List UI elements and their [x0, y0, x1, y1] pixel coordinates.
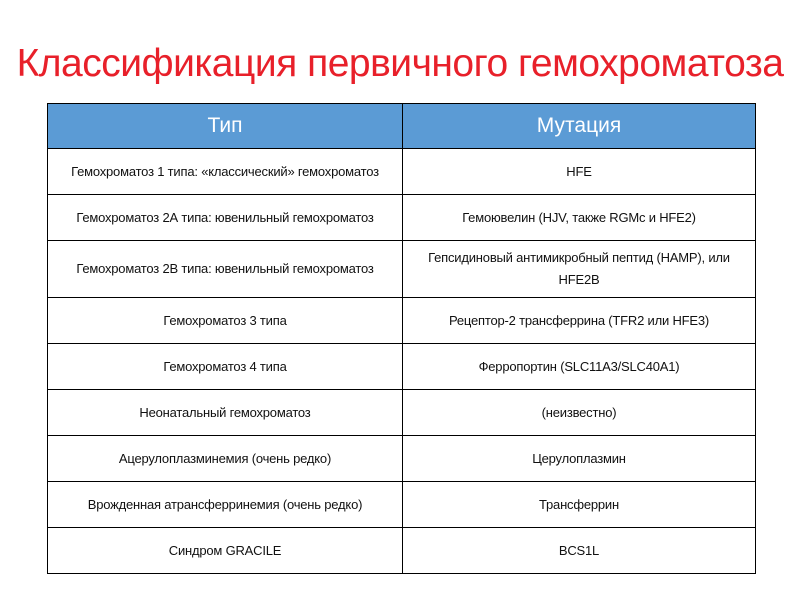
table-header-row — [48, 104, 756, 149]
table-row — [48, 482, 756, 528]
header-type: Тип — [48, 104, 403, 149]
table-row — [48, 390, 756, 436]
table-row — [48, 298, 756, 344]
type-cell: Ацерулоплазминемия (очень редко) — [48, 436, 403, 482]
mutation-cell: Церулоплазмин — [403, 436, 756, 482]
mutation-cell: HFE — [403, 149, 756, 195]
type-cell: Врожденная атрансферринемия (очень редко) — [48, 482, 403, 528]
header-mutation: Мутация — [403, 104, 756, 149]
type-cell: Гемохроматоз 1 типа: «классический» гемохроматоз — [48, 149, 403, 195]
table-row — [48, 344, 756, 390]
classification-table-container — [47, 103, 755, 574]
type-cell: Гемохроматоз 2А типа: ювенильный гемохроматоз — [48, 195, 403, 241]
table-row — [48, 149, 756, 195]
table-row — [48, 436, 756, 482]
mutation-cell: BCS1L — [403, 528, 756, 574]
table-row — [48, 241, 756, 298]
type-cell: Неонатальный гемохроматоз — [48, 390, 403, 436]
table-row — [48, 528, 756, 574]
mutation-cell: Рецептор-2 трансферрина (TFR2 или HFE3) — [403, 298, 756, 344]
type-cell: Гемохроматоз 3 типа — [48, 298, 403, 344]
mutation-cell: Трансферрин — [403, 482, 756, 528]
slide-title: Классификация первичного гемохроматоза — [16, 42, 784, 85]
table-row — [48, 195, 756, 241]
mutation-cell: Гемоювелин (HJV, также RGMc и HFE2) — [403, 195, 756, 241]
type-cell: Гемохроматоз 2В типа: ювенильный гемохроматоз — [48, 241, 403, 298]
mutation-cell: Гепсидиновый антимикробный пептид (HAMP), или HFE2B — [403, 241, 756, 298]
mutation-cell: Ферропортин (SLC11A3/SLC40A1) — [403, 344, 756, 390]
type-cell: Синдром GRACILE — [48, 528, 403, 574]
classification-table — [47, 103, 756, 574]
type-cell: Гемохроматоз 4 типа — [48, 344, 403, 390]
mutation-cell: (неизвестно) — [403, 390, 756, 436]
